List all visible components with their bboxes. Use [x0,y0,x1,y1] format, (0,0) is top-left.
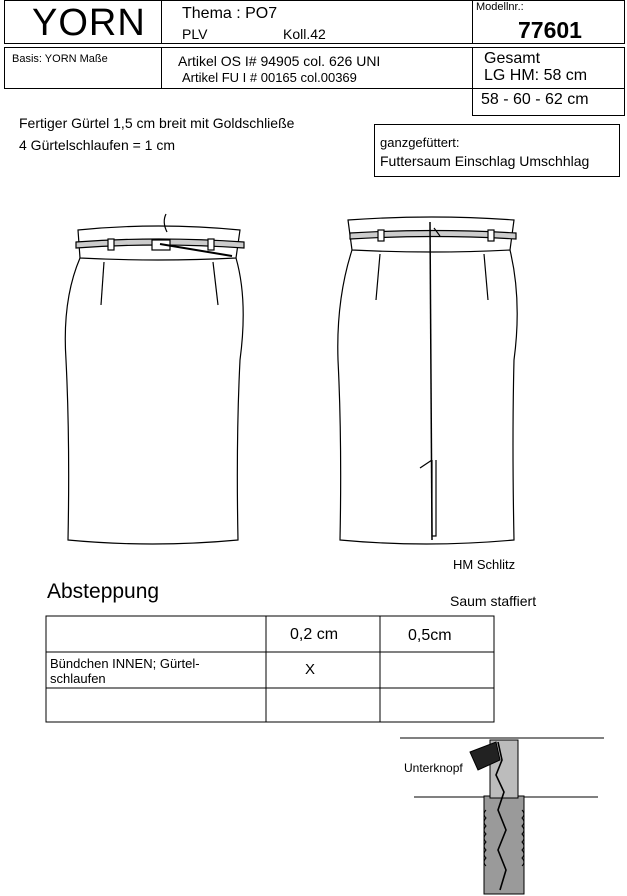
artikel-fu: Artikel FU I # 00165 col.00369 [182,70,357,85]
modell-label: Modellnr.: [476,1,524,13]
koll-label: Koll.42 [283,26,326,42]
sizes-label: 58 - 60 - 62 cm [481,91,589,108]
plv-label: PLV [182,26,208,42]
thema-label: Thema : PO7 [182,5,278,22]
belt-note: Fertiger Gürtel 1,5 cm breit mit Goldschließe [19,115,295,131]
lining-note-1: ganzgefüttert: [380,135,460,150]
hm-schlitz-label: HM Schlitz [453,557,516,572]
absteppung-title: Absteppung [47,580,160,603]
table-row-1-c1: X [305,661,316,678]
basis-label: Basis: YORN Maße [12,53,108,65]
modell-number: 77601 [518,17,582,43]
lg-hm-label: LG HM: 58 cm [484,67,588,84]
lining-note-2: Futtersaum Einschlag Umschhlag [380,153,590,169]
brand-logo: YORN [32,2,146,44]
table-header-1: 0,2 cm [290,626,339,643]
unterknopf-label: Unterknopf [404,761,463,775]
artikel-os: Artikel OS I# 94905 col. 626 UNI [178,53,381,69]
loops-note: 4 Gürtelschlaufen = 1 cm [19,137,176,153]
front-skirt-sketch [65,214,244,544]
gesamt-label: Gesamt [484,50,541,67]
table-row-1-label: Bündchen INNEN; Gürtel- schlaufen [50,656,200,686]
back-skirt-sketch [338,217,517,544]
saum-label: Saum staffiert [450,593,537,609]
table-header-2: 0,5cm [408,627,452,644]
